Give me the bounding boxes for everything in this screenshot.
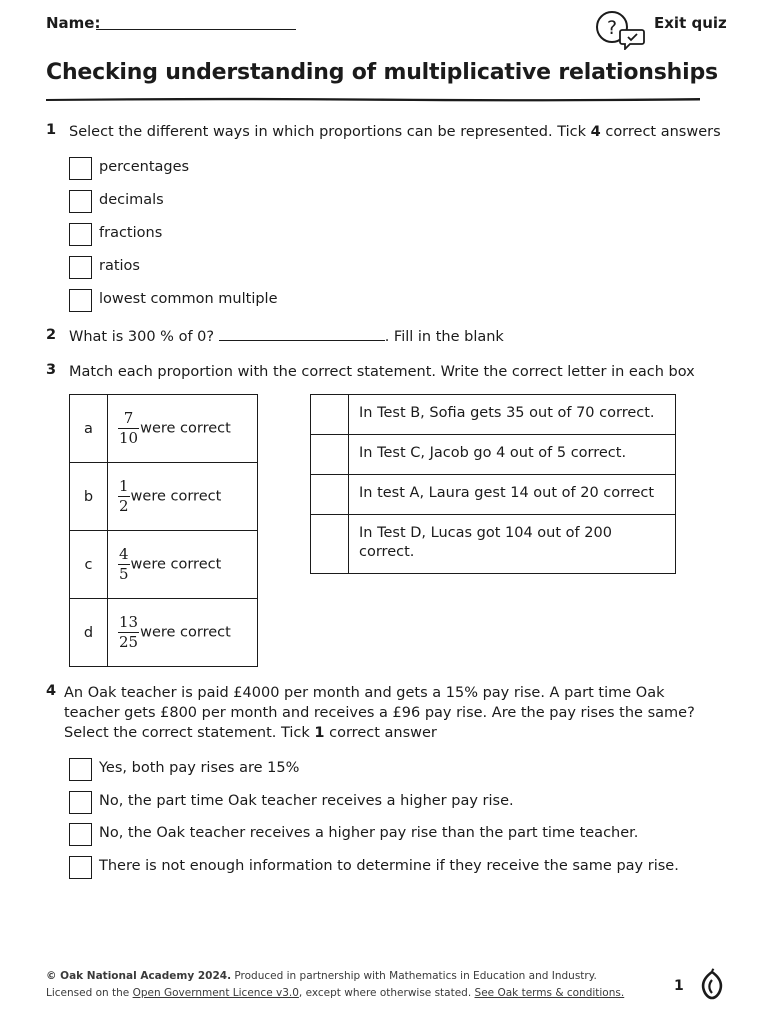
fraction: $\frac{7}{10}$ [119, 409, 139, 447]
proportions-table [69, 394, 258, 667]
checkbox[interactable] [69, 791, 92, 814]
answer-box[interactable] [311, 475, 349, 515]
row-letter: d [70, 599, 108, 667]
checkbox[interactable] [69, 157, 92, 180]
q2-number: 2 [46, 327, 57, 343]
option-label: No, the Oak teacher receives a higher pay rise than the part time teacher. [99, 825, 639, 841]
table-row [311, 475, 676, 515]
terms-link[interactable]: See Oak terms & conditions. [474, 987, 625, 999]
q2-answer-blank[interactable] [219, 327, 385, 341]
table-row [311, 515, 676, 574]
statements-table [310, 394, 676, 574]
answer-box[interactable] [311, 435, 349, 475]
q4-option[interactable] [69, 791, 709, 815]
copyright: © Oak National Academy 2024. [46, 970, 232, 982]
page-number: 1 [674, 978, 684, 994]
fraction: $\frac{1}{2}$ [119, 477, 129, 515]
option-label: No, the part time Oak teacher receives a higher pay rise. [99, 793, 514, 809]
q3-text: Match each proportion with the correct statement. Write the correct letter in each box [69, 364, 695, 380]
table-row [311, 395, 676, 435]
q4-option[interactable] [69, 758, 709, 782]
q1-option[interactable] [69, 157, 369, 181]
svg-text:?: ? [606, 17, 618, 39]
name-input-line[interactable] [96, 29, 296, 30]
q4-option[interactable] [69, 823, 709, 847]
q1-number: 1 [46, 122, 57, 138]
name-label: Name: [46, 14, 101, 32]
table-row [70, 463, 258, 531]
checkbox[interactable] [69, 856, 92, 879]
q1-option[interactable] [69, 256, 369, 280]
checkbox[interactable] [69, 289, 92, 312]
checkbox[interactable] [69, 223, 92, 246]
q1-option[interactable] [69, 223, 369, 247]
row-letter: a [70, 395, 108, 463]
q2-text: What is 300 % of 0? . Fill in the blank [69, 329, 504, 345]
checkbox[interactable] [69, 190, 92, 213]
title-underline [46, 96, 700, 102]
checkbox[interactable] [69, 758, 92, 781]
oak-acorn-logo-icon [700, 968, 724, 1000]
option-label: fractions [99, 225, 163, 241]
proportion-cell: $\frac{4}{5}$ were correct [108, 531, 258, 599]
q4-number: 4 [46, 683, 57, 699]
fraction: $\frac{13}{25}$ [119, 613, 139, 651]
q1-text: Select the different ways in which proportions can be represented. Tick 4 correct answers [69, 124, 721, 140]
question-speech-bubble-icon [594, 8, 646, 50]
footer: © Oak National Academy 2024. Produced in partnership with Mathematics in Education and Industry. Licensed on the Open Government Licence v3.0, except where otherwise stated. See Oak terms & conditions. [46, 970, 625, 999]
page-title: Checking understanding of multiplicative relationships [46, 60, 718, 85]
option-label: There is not enough information to determine if they receive the same pay rise. [99, 858, 679, 874]
table-row [70, 599, 258, 667]
q3-number: 3 [46, 362, 57, 378]
checkbox[interactable] [69, 256, 92, 279]
option-label: decimals [99, 192, 164, 208]
row-letter: c [70, 531, 108, 599]
q1-option[interactable] [69, 289, 369, 313]
statement-cell: In test A, Laura gest 14 out of 20 correct [349, 475, 676, 515]
option-label: lowest common multiple [99, 291, 278, 307]
statement-cell: In Test D, Lucas got 104 out of 200 correct. [349, 515, 676, 574]
option-label: percentages [99, 159, 190, 175]
fraction: $\frac{4}{5}$ [119, 545, 129, 583]
option-label: ratios [99, 258, 140, 274]
option-label: Yes, both pay rises are 15% [99, 760, 300, 776]
table-row [70, 395, 258, 463]
proportion-cell: $\frac{7}{10}$ were correct [108, 395, 258, 463]
licence-link[interactable]: Open Government Licence v3.0 [132, 987, 299, 999]
q4-option[interactable] [69, 856, 709, 880]
q1-option[interactable] [69, 190, 369, 214]
statement-cell: In Test C, Jacob go 4 out of 5 correct. [349, 435, 676, 475]
answer-box[interactable] [311, 395, 349, 435]
exit-quiz-label: Exit quiz [654, 14, 727, 32]
answer-box[interactable] [311, 515, 349, 574]
proportion-cell: $\frac{13}{25}$ were correct [108, 599, 258, 667]
checkbox[interactable] [69, 823, 92, 846]
table-row [311, 435, 676, 475]
table-row [70, 531, 258, 599]
row-letter: b [70, 463, 108, 531]
proportion-cell: $\frac{1}{2}$ were correct [108, 463, 258, 531]
statement-cell: In Test B, Sofia gets 35 out of 70 correct. [349, 395, 676, 435]
q4-text: An Oak teacher is paid £4000 per month and gets a 15% pay rise. A part time Oak teacher gets £800 per month and receives a £96 pay rise. Are the pay rises the same? Select the correct statement. Tick 1 correct answer [64, 685, 695, 741]
